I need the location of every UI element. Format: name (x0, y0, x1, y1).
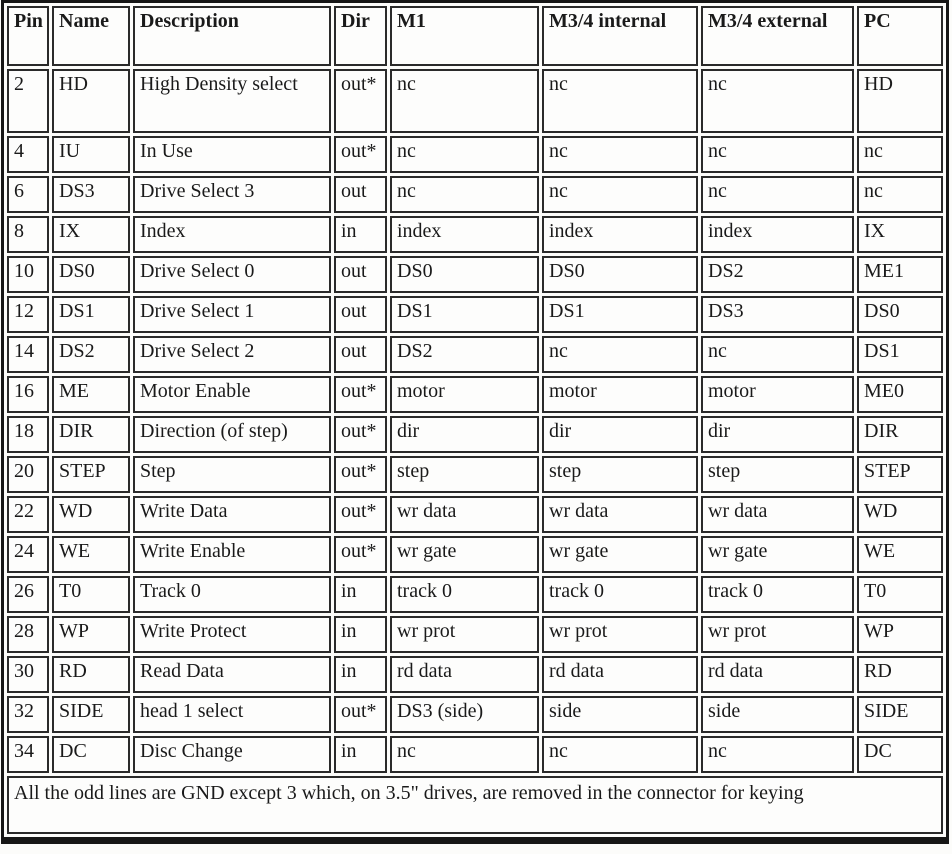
cell-pin: 26 (7, 576, 49, 613)
cell-pc: DS1 (857, 336, 943, 373)
cell-pin: 6 (7, 176, 49, 213)
cell-pin: 34 (7, 736, 49, 773)
cell-m3-4-external: nc (701, 136, 854, 173)
cell-m3-4-external: nc (701, 736, 854, 773)
cell-m3-4-internal: DS1 (542, 296, 698, 333)
cell-m1: motor (390, 376, 539, 413)
cell-m3-4-external: wr gate (701, 536, 854, 573)
table-row-pin-10 (7, 256, 943, 293)
cell-dir: out* (334, 69, 387, 133)
table-row-pin-18 (7, 416, 943, 453)
table-body (7, 69, 943, 773)
cell-pc: ME1 (857, 256, 943, 293)
cell-m3-4-internal: nc (542, 736, 698, 773)
cell-pin: 14 (7, 336, 49, 373)
table-row-pin-14 (7, 336, 943, 373)
cell-dir: in (334, 656, 387, 693)
cell-pin: 24 (7, 536, 49, 573)
cell-pin: 22 (7, 496, 49, 533)
cell-m1: nc (390, 136, 539, 173)
cell-m3-4-external: motor (701, 376, 854, 413)
cell-m1: nc (390, 69, 539, 133)
cell-dir: out* (334, 136, 387, 173)
cell-m1: index (390, 216, 539, 253)
table-row-pin-24 (7, 536, 943, 573)
cell-m3-4-internal: wr gate (542, 536, 698, 573)
table-row-pin-34 (7, 736, 943, 773)
cell-dir: out* (334, 696, 387, 733)
cell-pin: 2 (7, 69, 49, 133)
table-row-pin-12 (7, 296, 943, 333)
cell-description: Index (133, 216, 331, 253)
cell-m3-4-external: track 0 (701, 576, 854, 613)
cell-name: ME (52, 376, 130, 413)
cell-m3-4-internal: wr prot (542, 616, 698, 653)
cell-pin: 20 (7, 456, 49, 493)
table-row-pin-2 (7, 69, 943, 133)
table-row-pin-8 (7, 216, 943, 253)
header-row (7, 6, 943, 66)
cell-m1: DS3 (side) (390, 696, 539, 733)
cell-name: IU (52, 136, 130, 173)
cell-pin: 16 (7, 376, 49, 413)
cell-description: High Density select (133, 69, 331, 133)
cell-m3-4-internal: rd data (542, 656, 698, 693)
cell-description: Write Data (133, 496, 331, 533)
cell-m1: wr gate (390, 536, 539, 573)
cell-m3-4-internal: DS0 (542, 256, 698, 293)
cell-m1: DS1 (390, 296, 539, 333)
cell-description: In Use (133, 136, 331, 173)
cell-dir: out (334, 336, 387, 373)
cell-name: DS2 (52, 336, 130, 373)
cell-m3-4-external: side (701, 696, 854, 733)
table-row-pin-26 (7, 576, 943, 613)
cell-name: RD (52, 656, 130, 693)
cell-dir: out (334, 296, 387, 333)
cell-pc: WP (857, 616, 943, 653)
cell-pc: STEP (857, 456, 943, 493)
cell-m3-4-internal: track 0 (542, 576, 698, 613)
header-cell-m3-4-internal: M3/4 internal (542, 6, 698, 66)
cell-pc: IX (857, 216, 943, 253)
cell-pc: RD (857, 656, 943, 693)
cell-pin: 30 (7, 656, 49, 693)
cell-pin: 28 (7, 616, 49, 653)
cell-dir: out (334, 256, 387, 293)
header-cell-name: Name (52, 6, 130, 66)
cell-m1: track 0 (390, 576, 539, 613)
cell-m3-4-external: nc (701, 336, 854, 373)
cell-m3-4-internal: wr data (542, 496, 698, 533)
cell-m3-4-external: nc (701, 69, 854, 133)
cell-pc: WE (857, 536, 943, 573)
cell-m3-4-internal: nc (542, 336, 698, 373)
cell-description: Write Protect (133, 616, 331, 653)
cell-pc: nc (857, 136, 943, 173)
cell-dir: in (334, 616, 387, 653)
cell-description: Step (133, 456, 331, 493)
cell-description: Track 0 (133, 576, 331, 613)
header-cell-description: Description (133, 6, 331, 66)
cell-m3-4-internal: nc (542, 69, 698, 133)
header-cell-pin: Pin (7, 6, 49, 66)
cell-name: T0 (52, 576, 130, 613)
table-row-pin-32 (7, 696, 943, 733)
cell-m3-4-external: index (701, 216, 854, 253)
cell-m3-4-external: DS3 (701, 296, 854, 333)
cell-description: Motor Enable (133, 376, 331, 413)
cell-pc: nc (857, 176, 943, 213)
cell-pc: T0 (857, 576, 943, 613)
cell-m3-4-internal: nc (542, 136, 698, 173)
cell-name: WP (52, 616, 130, 653)
cell-m3-4-external: dir (701, 416, 854, 453)
cell-dir: out* (334, 536, 387, 573)
cell-description: Drive Select 2 (133, 336, 331, 373)
cell-pin: 18 (7, 416, 49, 453)
header-cell-m1: M1 (390, 6, 539, 66)
cell-description: Read Data (133, 656, 331, 693)
cell-pc: DIR (857, 416, 943, 453)
cell-dir: in (334, 576, 387, 613)
cell-dir: out (334, 176, 387, 213)
cell-m1: DS2 (390, 336, 539, 373)
cell-m3-4-external: wr data (701, 496, 854, 533)
header-cell-m3-4-external: M3/4 external (701, 6, 854, 66)
cell-m1: step (390, 456, 539, 493)
cell-m3-4-internal: dir (542, 416, 698, 453)
footnote-row (7, 776, 943, 834)
table-row-pin-20 (7, 456, 943, 493)
cell-name: IX (52, 216, 130, 253)
cell-pc: HD (857, 69, 943, 133)
cell-dir: out* (334, 456, 387, 493)
cell-name: WD (52, 496, 130, 533)
cell-m3-4-external: DS2 (701, 256, 854, 293)
cell-description: Drive Select 0 (133, 256, 331, 293)
cell-dir: in (334, 216, 387, 253)
cell-m3-4-internal: motor (542, 376, 698, 413)
cell-m1: wr data (390, 496, 539, 533)
cell-dir: out* (334, 416, 387, 453)
cell-pin: 8 (7, 216, 49, 253)
cell-description: head 1 select (133, 696, 331, 733)
cell-pin: 12 (7, 296, 49, 333)
cell-m1: nc (390, 176, 539, 213)
cell-pc: ME0 (857, 376, 943, 413)
table-row-pin-4 (7, 136, 943, 173)
cell-description: Disc Change (133, 736, 331, 773)
cell-name: DIR (52, 416, 130, 453)
cell-description: Drive Select 1 (133, 296, 331, 333)
cell-m3-4-external: wr prot (701, 616, 854, 653)
cell-m3-4-internal: nc (542, 176, 698, 213)
cell-name: DS3 (52, 176, 130, 213)
cell-m3-4-internal: index (542, 216, 698, 253)
cell-name: DS1 (52, 296, 130, 333)
cell-pc: DC (857, 736, 943, 773)
cell-m1: wr prot (390, 616, 539, 653)
header-cell-pc: PC (857, 6, 943, 66)
cell-pc: SIDE (857, 696, 943, 733)
cell-dir: out* (334, 496, 387, 533)
cell-name: DC (52, 736, 130, 773)
cell-m1: rd data (390, 656, 539, 693)
cell-m1: nc (390, 736, 539, 773)
cell-dir: in (334, 736, 387, 773)
cell-pin: 4 (7, 136, 49, 173)
table-row-pin-30 (7, 656, 943, 693)
cell-description: Write Enable (133, 536, 331, 573)
cell-description: Drive Select 3 (133, 176, 331, 213)
cell-m1: dir (390, 416, 539, 453)
cell-pc: WD (857, 496, 943, 533)
table-row-pin-16 (7, 376, 943, 413)
table-row-pin-28 (7, 616, 943, 653)
cell-m3-4-external: nc (701, 176, 854, 213)
cell-pc: DS0 (857, 296, 943, 333)
cell-name: WE (52, 536, 130, 573)
cell-pin: 32 (7, 696, 49, 733)
table-row-pin-6 (7, 176, 943, 213)
cell-name: SIDE (52, 696, 130, 733)
cell-m3-4-external: rd data (701, 656, 854, 693)
cell-dir: out* (334, 376, 387, 413)
cell-m3-4-internal: step (542, 456, 698, 493)
table-row-pin-22 (7, 496, 943, 533)
header-cell-dir: Dir (334, 6, 387, 66)
cell-description: Direction (of step) (133, 416, 331, 453)
cell-m1: DS0 (390, 256, 539, 293)
cell-name: STEP (52, 456, 130, 493)
cell-name: HD (52, 69, 130, 133)
pin-assignment-table (1, 0, 949, 844)
cell-m3-4-external: step (701, 456, 854, 493)
footnote: All the odd lines are GND except 3 which, on 3.5" drives, are removed in the connector for keying (14, 782, 804, 804)
footnote-cell (7, 776, 943, 834)
cell-pin: 10 (7, 256, 49, 293)
cell-m3-4-internal: side (542, 696, 698, 733)
cell-name: DS0 (52, 256, 130, 293)
